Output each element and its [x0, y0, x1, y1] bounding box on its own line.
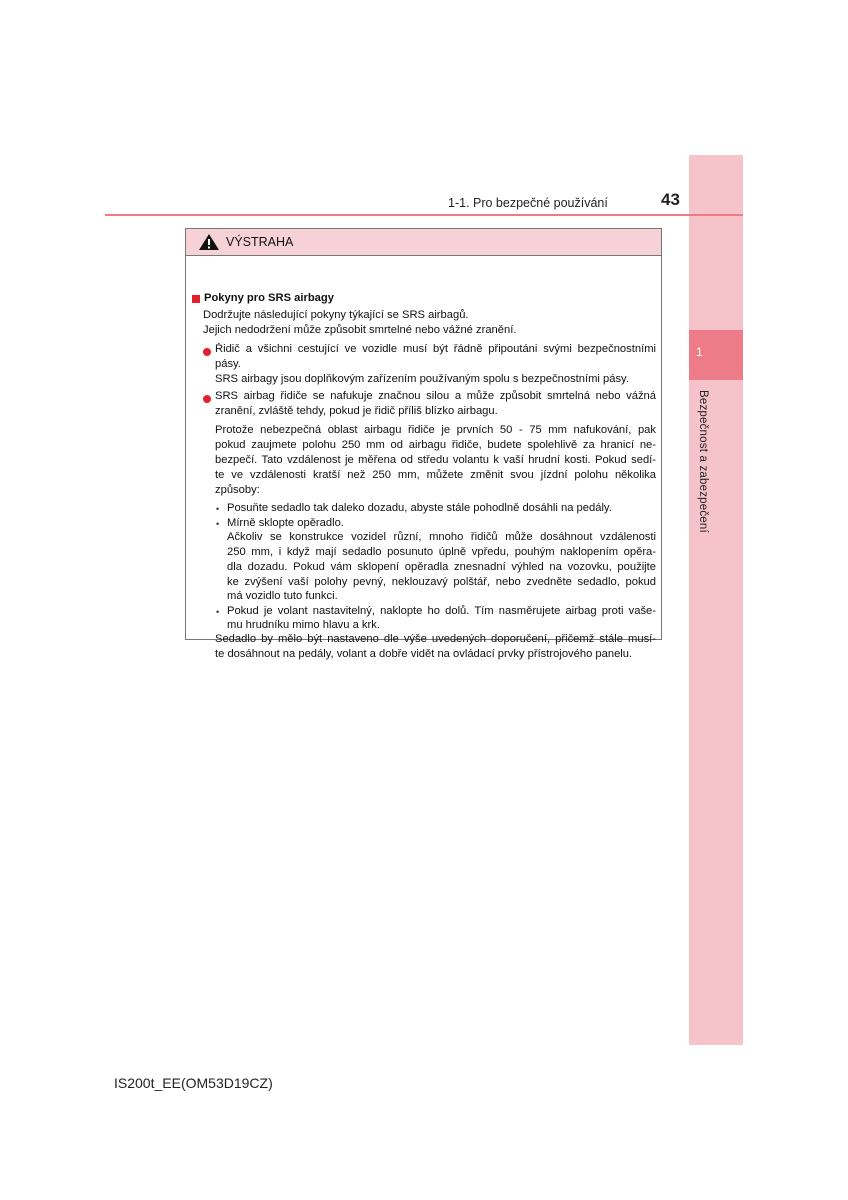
paragraph-line: te ve vzdálenosti kratší než 250 mm, můžete změnit svou jízdní polohu několika [215, 469, 656, 481]
paragraph-line: způsoby: [215, 484, 260, 496]
chapter-title: Bezpečnost a zabezpečení [697, 390, 709, 533]
warning-triangle-icon [198, 233, 220, 251]
bullet-line: SRS airbagy jsou doplňkovým zařízením používaným spolu s bezpečnostními pásy. [215, 373, 629, 385]
small-bullet-icon: • [216, 519, 220, 529]
header-rule [105, 214, 743, 216]
warning-label: VÝSTRAHA [226, 235, 294, 249]
red-dot-bullet [203, 395, 211, 403]
sub-bullet-line: Mírně sklopte opěradlo. [227, 517, 344, 529]
warning-header [186, 229, 661, 256]
closing-line: te dosáhnout na pedály, volant a dobře vidět na ovládací prvky přístrojového panelu. [215, 648, 633, 660]
document-code: IS200t_EE(OM53D19CZ) [114, 1075, 273, 1091]
bullet-line: Řidič a všichni cestující ve vozidle musí být řádně připoutáni svými bezpečnostními [215, 343, 656, 355]
sub-bullet-line: mu hrudníku mimo hlavu a krk. [227, 619, 380, 631]
sub-bullet-line: Ačkoliv se konstrukce vozidel různí, mnoho řidičů může dosáhnout vzdálenosti [227, 531, 656, 543]
section-title: 1-1. Pro bezpečné používání [448, 196, 608, 210]
small-bullet-icon: • [216, 607, 220, 617]
bullet-line: zranění, zvláště tehdy, pokud je řidič příliš blízko airbagu. [215, 405, 498, 417]
sub-bullet-line: dla dozadu. Pokud vám sklopení opěradla znesnadní výhled na vozovku, použijte [227, 561, 656, 573]
sub-bullet-line: Pokud je volant nastavitelný, naklopte ho dolů. Tím nasměrujete airbag proti vaše- [227, 605, 656, 617]
red-dot-bullet [203, 348, 211, 356]
closing-line: Sedadlo by mělo být nastaveno dle výše uvedených doporučení, přičemž stále musí- [215, 633, 656, 645]
small-bullet-icon: • [216, 504, 220, 514]
red-square-bullet [192, 295, 200, 303]
intro-line: Dodržujte následující pokyny týkající se SRS airbagů. [203, 309, 469, 321]
paragraph-line: Protože nebezpečná oblast airbagu řidiče je prvních 50 - 75 mm nafukování, pak [215, 424, 656, 436]
warning-box [185, 228, 662, 660]
intro-line: Jejich nedodržení může způsobit smrtelné nebo vážné zranění. [203, 324, 517, 336]
chapter-side-tab [689, 155, 743, 1045]
chapter-number: 1 [696, 345, 703, 359]
warning-heading: Pokyny pro SRS airbagy [204, 292, 334, 304]
paragraph-line: pokud zaujmete polohu 250 mm od airbagu řidiče, budete spolehlivě za hranicí ne- [215, 439, 656, 451]
warning-body [186, 256, 661, 660]
sub-bullet-line: Posuňte sedadlo tak daleko dozadu, abyste stále pohodlně dosáhli na pedály. [227, 502, 612, 514]
page-number: 43 [661, 190, 680, 209]
sub-bullet-line: 250 mm, i když mají sedadlo posunuto úplně vpředu, pouhým naklopením opěra- [227, 546, 656, 558]
bullet-line: SRS airbag řidiče se nafukuje značnou silou a může způsobit smrtelná nebo vážná [215, 390, 656, 402]
sub-bullet-line: má vozidlo tuto funkci. [227, 590, 338, 602]
sub-bullet-line: ke zvýšení vaší polohy pevný, neklouzavý polštář, nebo zvedněte sedadlo, pokud [227, 576, 656, 588]
bullet-line: pásy. [215, 358, 241, 370]
paragraph-line: bezpečí. Tato vzdálenost je měřena od středu volantu k vaší hrudní kosti. Pokud sedí- [215, 454, 656, 466]
